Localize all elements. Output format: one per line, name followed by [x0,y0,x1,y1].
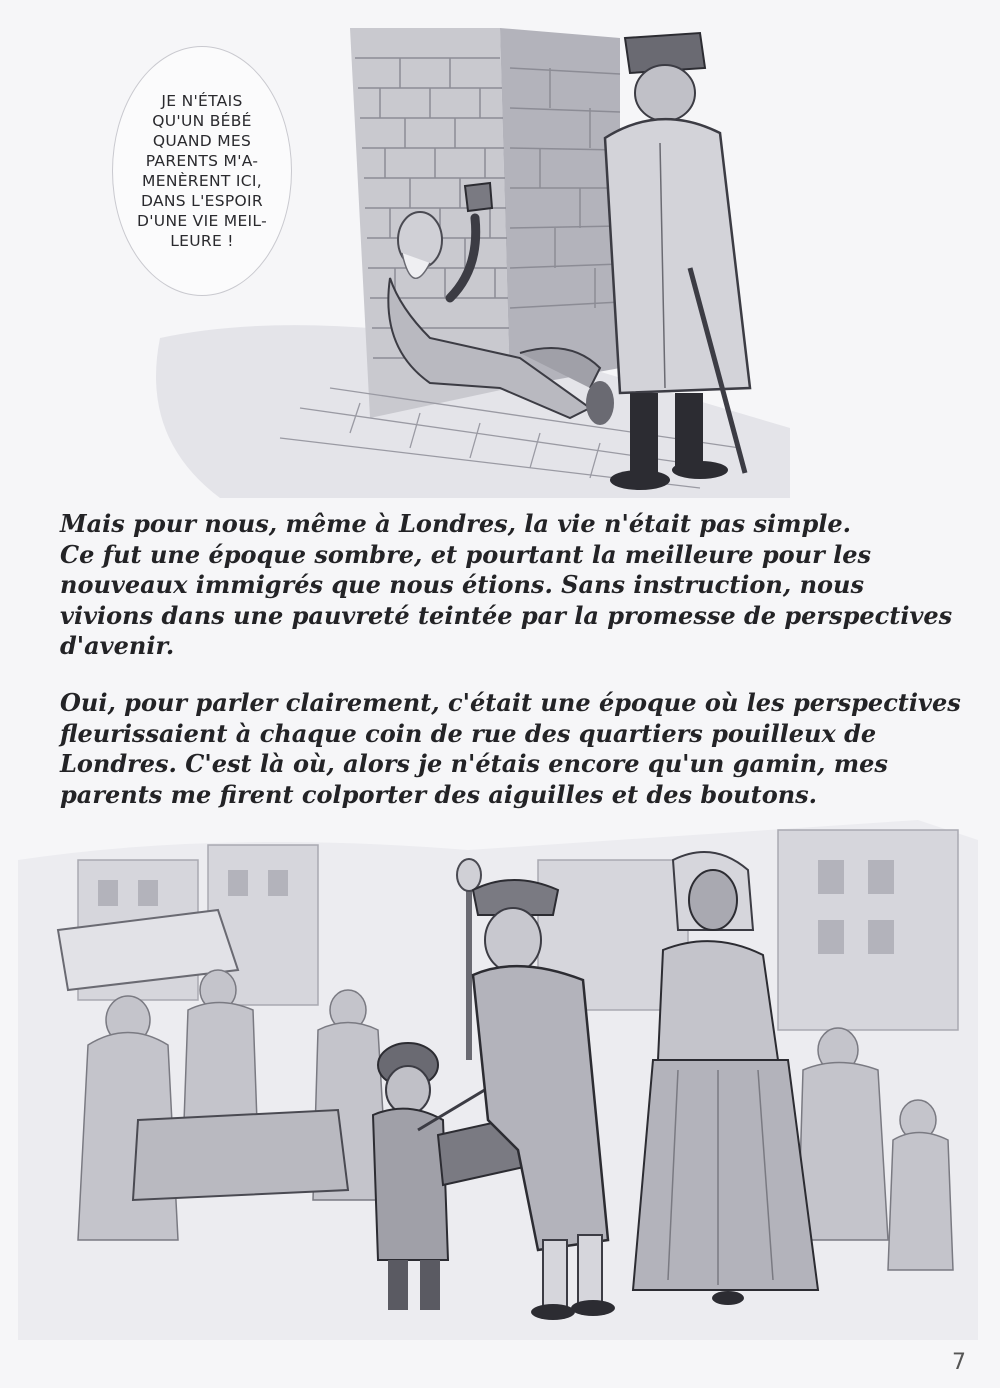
market-street-drawing [18,820,978,1340]
speech-line: D'UNE VIE MEIL- [137,212,267,230]
narration-paragraph-1 [60,509,953,662]
speech-bubble [112,46,292,296]
speech-line: PARENTS M'A- [145,152,259,170]
narration-line: nouveaux immigrés que nous étions. Sans instruction, nous [60,570,865,599]
speech-line: MENÈRENT ICI, [142,172,262,190]
narration-paragraph-2 [60,688,961,810]
speech-line: DANS L'ESPOIR [141,192,263,210]
narration-line: d'avenir. [60,631,175,660]
narration-line: Mais pour nous, même à Londres, la vie n'était pas simple. [60,509,852,538]
speech-line: QU'UN BÉBÉ [152,112,252,130]
narration-line: Ce fut une époque sombre, et pourtant la meilleure pour les [60,539,871,569]
speech-text [132,91,272,251]
page-number: 7 [952,1350,966,1375]
bottom-illustration [18,820,978,1340]
narration-line: parents me firent colporter des aiguilles et des boutons. [60,779,818,809]
speech-line: QUAND MES [152,132,252,150]
speech-line: LEURE ! [170,232,234,250]
narration-line: Londres. C'est là où, alors je n'étais encore qu'un gamin, mes [60,749,888,778]
narration-line: Oui, pour parler clairement, c'était une époque où les perspectives [60,688,961,717]
narration-line: vivions dans une pauvreté teintée par la promesse de perspectives [60,600,953,630]
narration-line: fleurissaient à chaque coin de rue des quartiers pouilleux de [60,718,877,748]
speech-line: JE N'ÉTAIS [161,92,243,110]
